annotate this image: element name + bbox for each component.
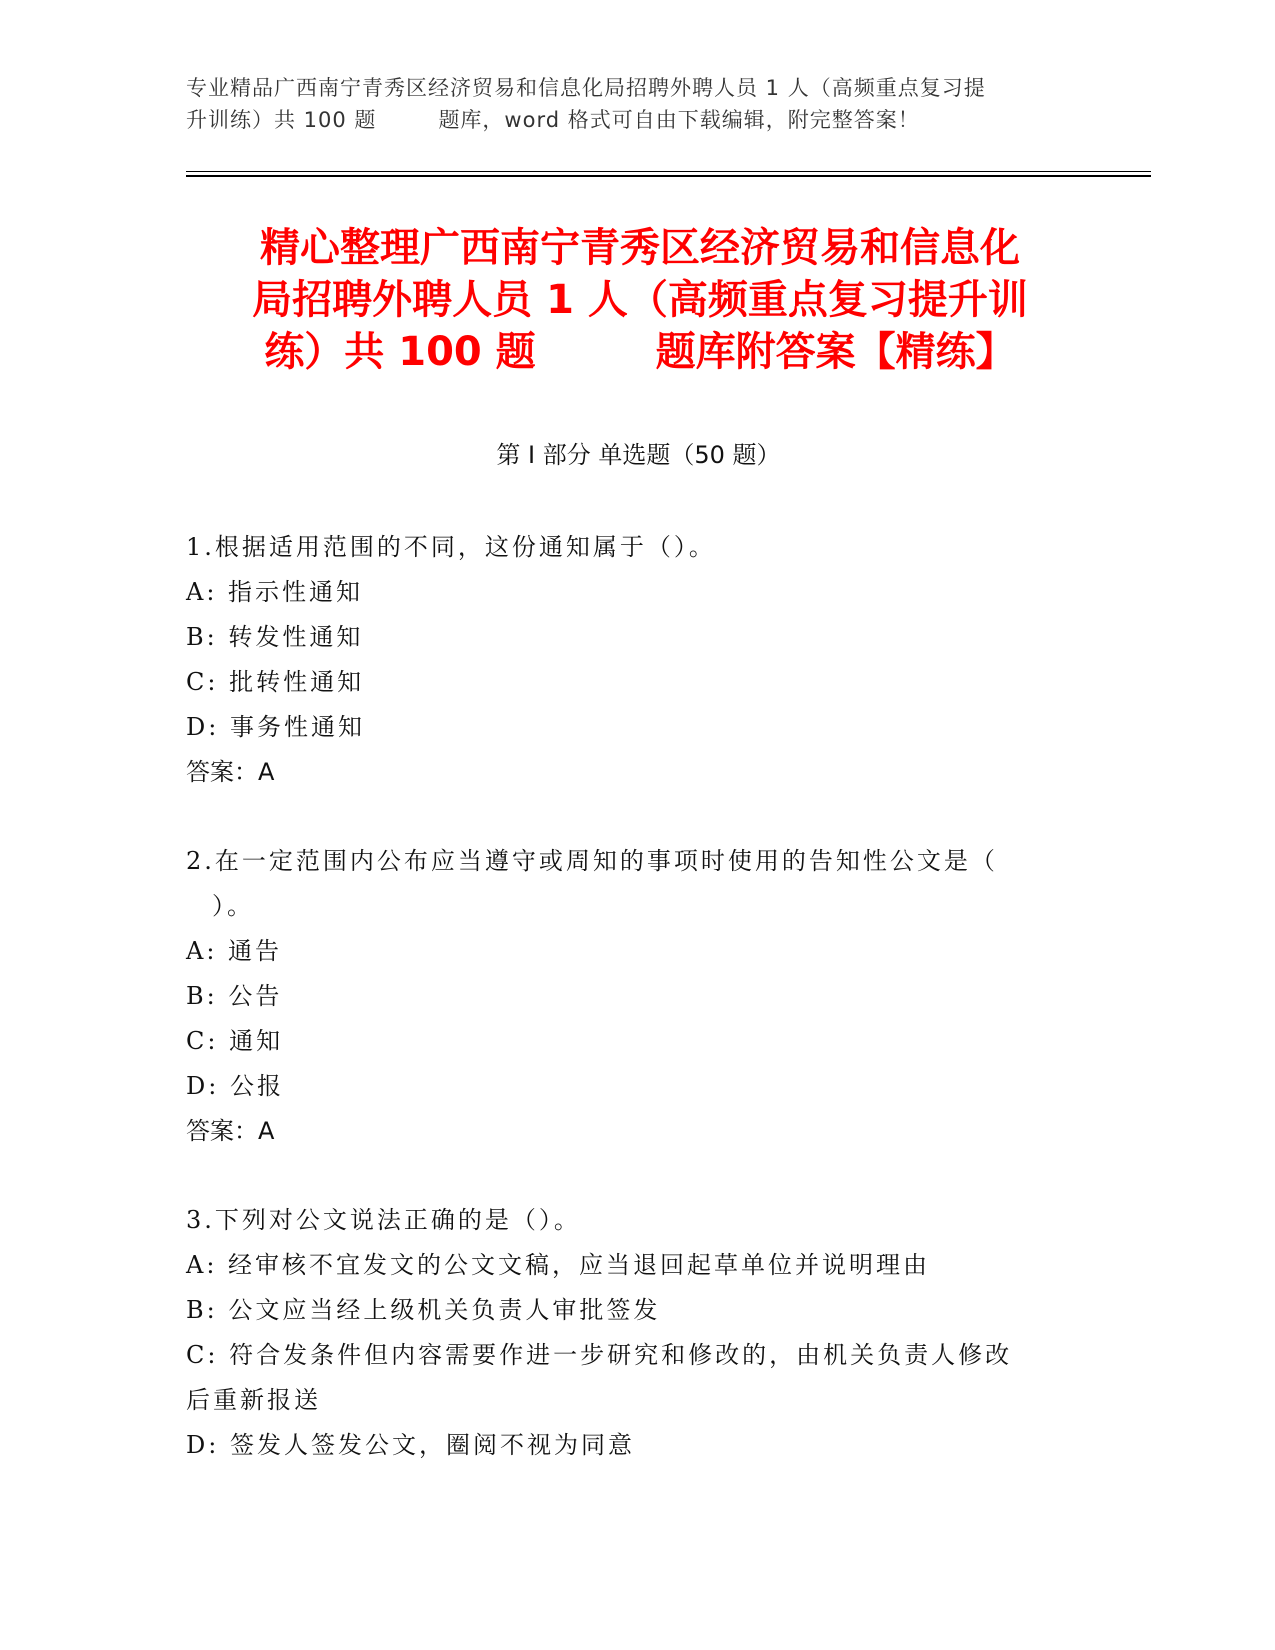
option-c: C: 批转性通知 <box>186 668 365 696</box>
header-line-2-part-2: 题库，word 格式可自由下载编辑，附完整答案！ <box>438 108 920 132</box>
question-stem: 2.在一定范围内公布应当遵守或周知的事项时使用的告知性公文是（ <box>186 847 998 875</box>
title-line-3-part-2: 题库附答案【精练】 <box>655 329 1016 375</box>
title-line-1: 精心整理广西南宁青秀区经济贸易和信息化 <box>260 225 1020 271</box>
title-line-3 <box>190 326 1090 378</box>
header-line-2-part-1: 升训练）共 100 题 <box>186 108 377 132</box>
option-a: A: 通告 <box>186 937 283 965</box>
title-line-3-part-1: 练）共 100 题 <box>264 329 536 375</box>
option-d: D: 公报 <box>186 1072 284 1100</box>
option-c: C: 符合发条件但内容需要作进一步研究和修改的，由机关负责人修改 <box>186 1341 1013 1369</box>
header-divider-thick <box>186 175 1151 177</box>
option-a: A: 指示性通知 <box>186 578 364 606</box>
page-header <box>186 72 1091 136</box>
question-list <box>186 525 1091 1512</box>
header-line-2 <box>186 104 1091 136</box>
answer: 答案：A <box>186 758 275 786</box>
option-c-continued: 后重新报送 <box>186 1386 321 1414</box>
document-title <box>190 222 1090 378</box>
section-heading: 第 I 部分 单选题（50 题） <box>496 441 781 469</box>
title-line-2: 局招聘外聘人员 1 人（高频重点复习提升训 <box>252 277 1028 323</box>
header-line-1: 专业精品广西南宁青秀区经济贸易和信息化局招聘外聘人员 1 人（高频重点复习提 <box>186 76 986 100</box>
option-b: B: 转发性通知 <box>186 623 364 651</box>
option-b: B: 公告 <box>186 982 283 1010</box>
question-2 <box>186 839 1091 1154</box>
question-3 <box>186 1198 1091 1468</box>
header-divider-thin <box>186 171 1151 172</box>
question-1 <box>186 525 1091 795</box>
question-stem: 3.下列对公文说法正确的是（）。 <box>186 1206 581 1234</box>
answer: 答案：A <box>186 1117 275 1145</box>
option-d: D: 事务性通知 <box>186 713 365 741</box>
question-stem-continued: ）。 <box>212 892 254 920</box>
option-a: A: 经审核不宜发文的公文文稿，应当退回起草单位并说明理由 <box>186 1251 931 1279</box>
option-c: C: 通知 <box>186 1027 284 1055</box>
question-stem: 1.根据适用范围的不同，这份通知属于（）。 <box>186 533 716 561</box>
option-d: D: 签发人签发公文，圈阅不视为同意 <box>186 1431 635 1459</box>
option-b: B: 公文应当经上级机关负责人审批签发 <box>186 1296 661 1324</box>
